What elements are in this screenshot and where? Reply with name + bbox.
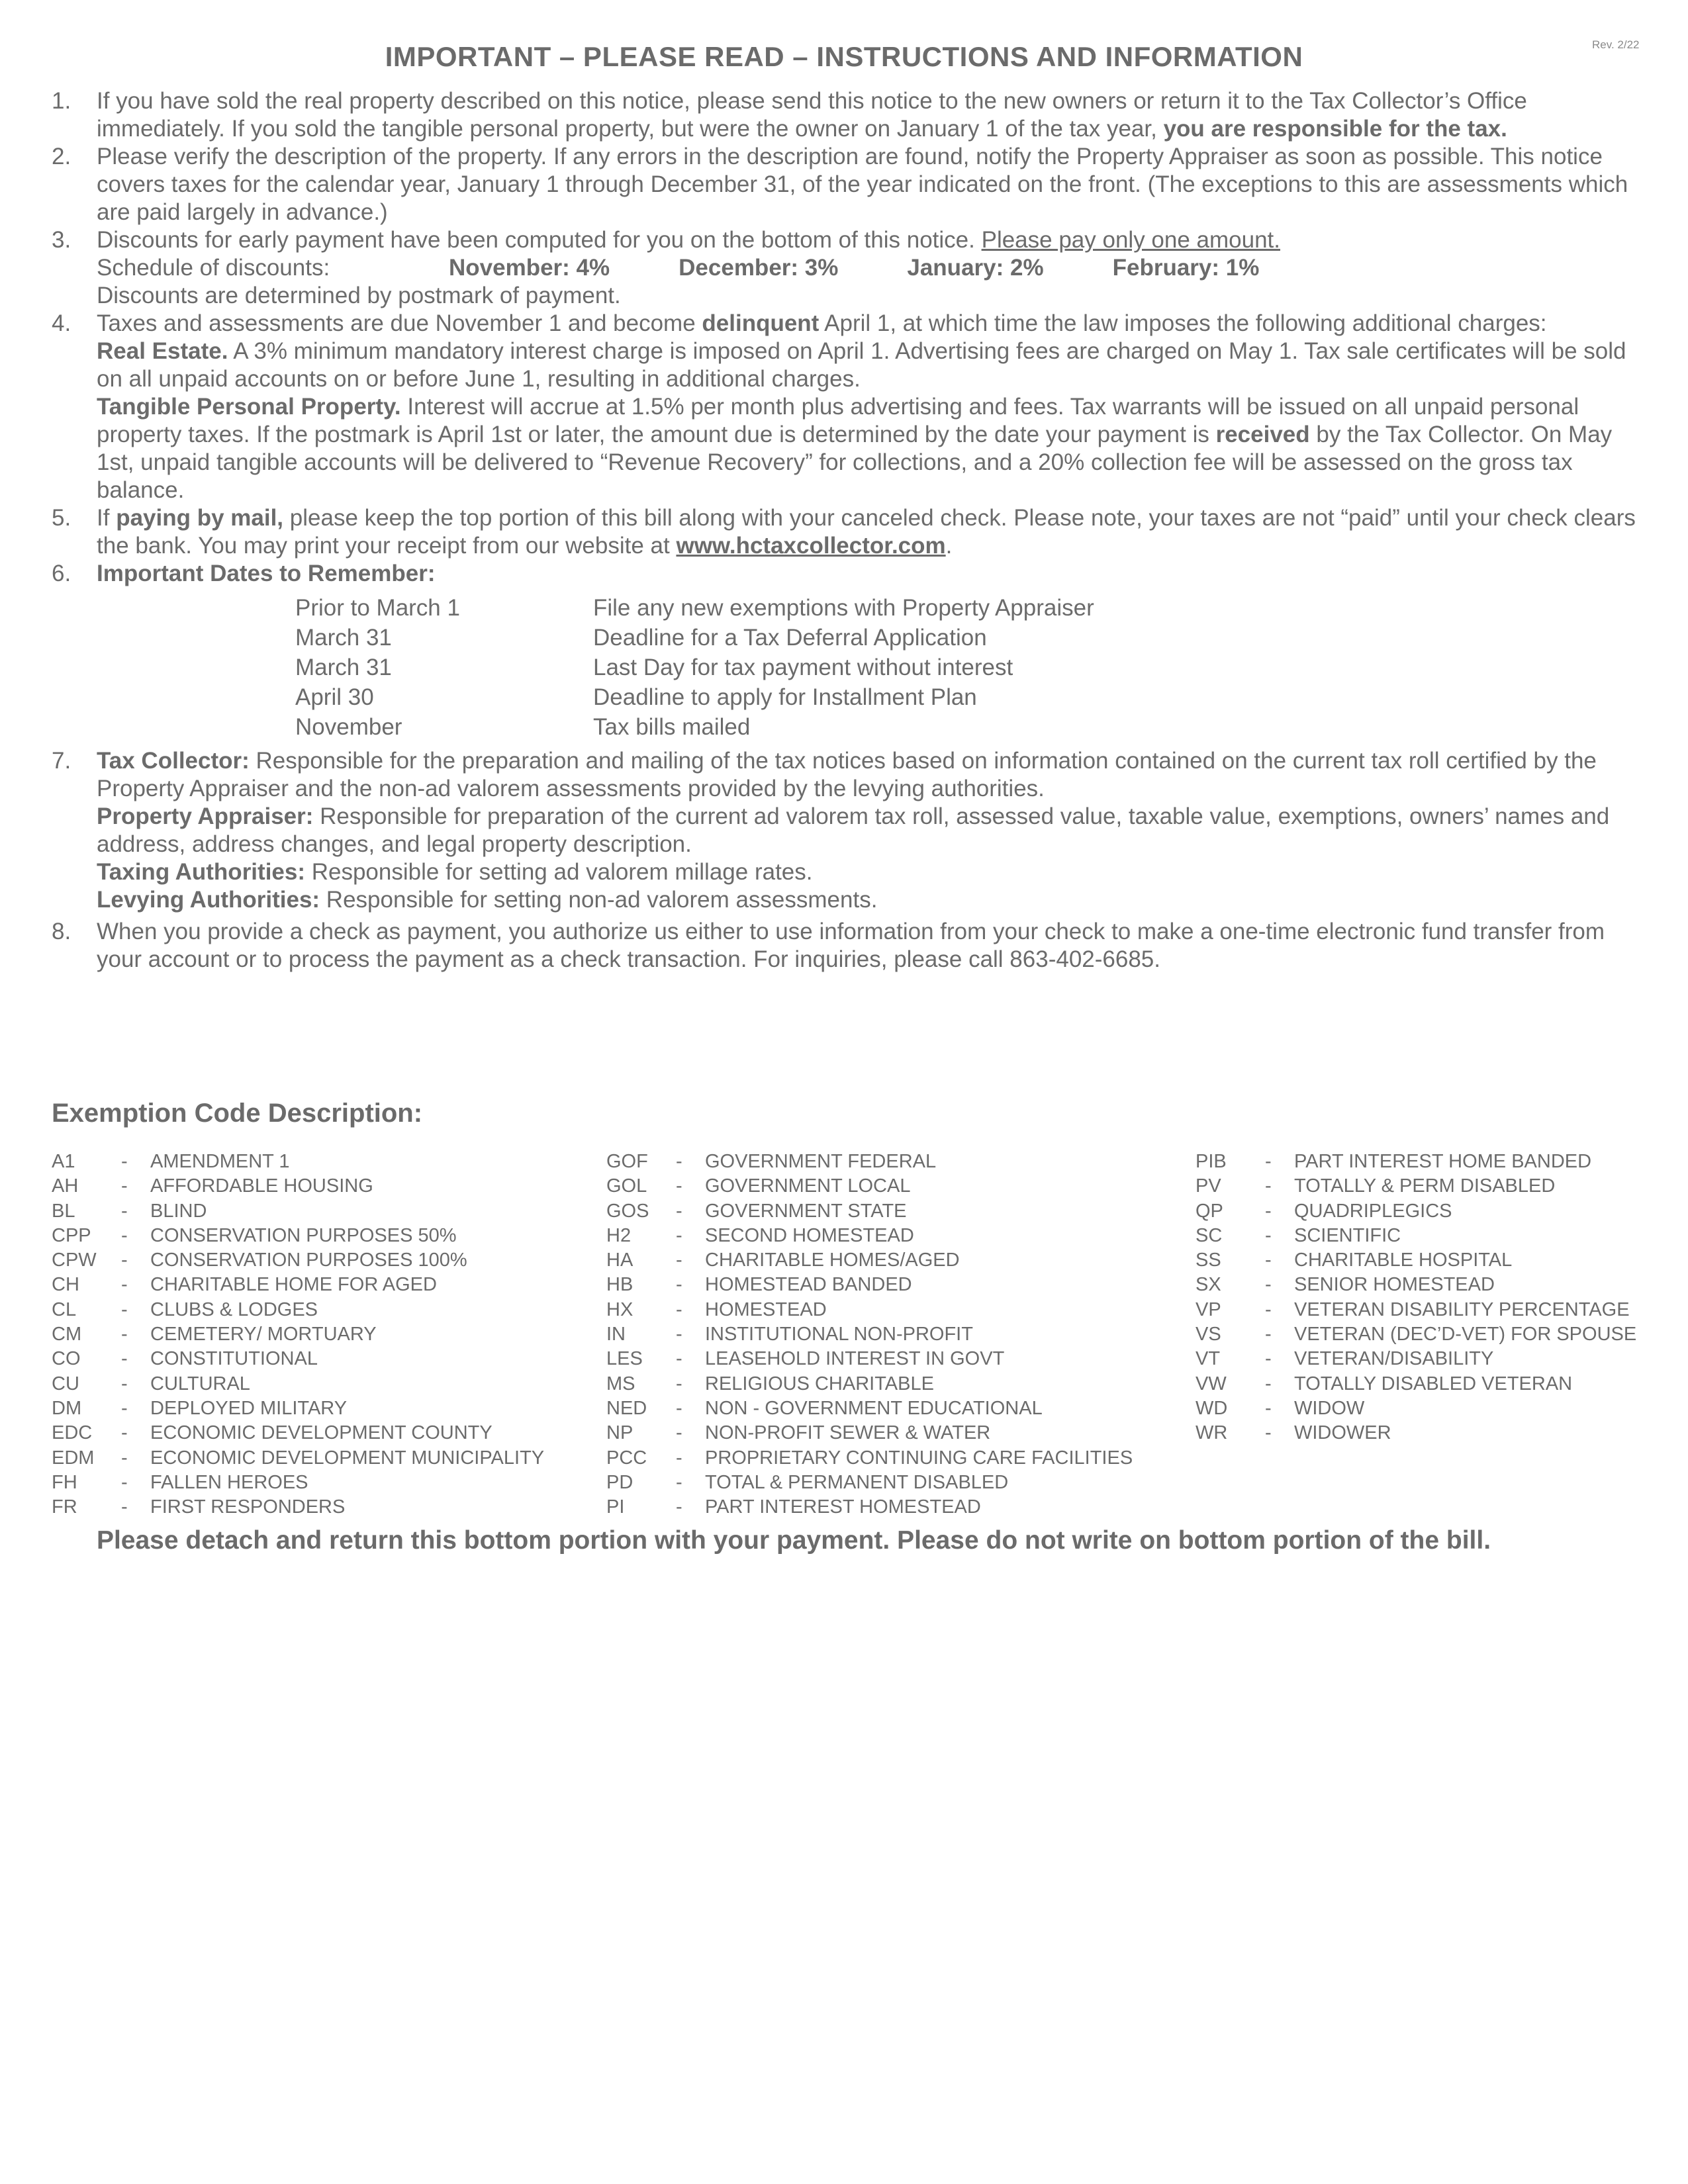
exemption-description: CONSERVATION PURPOSES 100%: [150, 1250, 467, 1271]
instruction-5-text-cont: please keep the top portion of this bill along with your canceled check. Please note, your taxes are not “paid” until your check clears the bank. You may print your receipt from our website at: [97, 505, 1636, 559]
exemption-description: CLUBS & LODGES: [150, 1298, 318, 1320]
exemption-code: CM: [52, 1324, 82, 1345]
item-number: 5.: [52, 505, 71, 531]
exemption-separator: -: [1265, 1151, 1272, 1172]
website-link[interactable]: www.hctaxcollector.com: [676, 533, 946, 559]
date-row: [295, 623, 1654, 653]
exemption-separator: -: [121, 1151, 128, 1172]
instruction-3-text: Discounts for early payment have been computed for you on the bottom of this notice.: [97, 227, 982, 253]
exemption-code: SS: [1196, 1250, 1221, 1271]
exemption-separator: -: [676, 1397, 682, 1419]
exemption-separator: -: [676, 1224, 682, 1246]
exemption-separator: -: [121, 1422, 128, 1444]
exemption-row: [606, 1273, 1133, 1297]
revision-label: Rev. 2/22: [1592, 38, 1640, 51]
exemption-separator: -: [676, 1496, 682, 1518]
instruction-5: [52, 504, 1654, 560]
exemption-separator: -: [676, 1175, 682, 1197]
instruction-1-emphasis: you are responsible for the tax.: [1163, 116, 1507, 142]
exemption-row: [1196, 1347, 1636, 1371]
tax-collector-label: Tax Collector:: [97, 748, 250, 774]
discount-february: February: 1%: [1112, 255, 1260, 281]
instruction-1: [52, 87, 1654, 143]
exemption-row: [1196, 1298, 1636, 1322]
instructions-list: [52, 87, 1654, 974]
exemption-code: EDC: [52, 1422, 93, 1444]
real-estate-label: Real Estate.: [97, 338, 228, 364]
exemption-code: CPP: [52, 1224, 91, 1246]
exemption-separator: -: [676, 1200, 682, 1222]
instruction-5-text: If: [97, 505, 117, 531]
exemption-description: WIDOWER: [1294, 1422, 1391, 1444]
exemption-code: PI: [606, 1496, 625, 1518]
exemption-separator: -: [1265, 1175, 1272, 1197]
exemption-separator: -: [676, 1422, 682, 1444]
received-emphasis: received: [1215, 422, 1310, 447]
exemption-separator: -: [121, 1200, 128, 1222]
exemption-code: WD: [1196, 1397, 1228, 1419]
exemption-separator: -: [676, 1447, 682, 1469]
exemption-separator: -: [1265, 1200, 1272, 1222]
exemption-separator: -: [1265, 1373, 1272, 1394]
date-description: Last Day for tax payment without interest: [593, 655, 1013, 680]
instruction-4-text: Taxes and assessments are due November 1 and become: [97, 310, 702, 336]
exemption-description: GOVERNMENT LOCAL: [705, 1175, 911, 1197]
discount-january: January: 2%: [907, 255, 1044, 281]
exemption-row: [52, 1421, 544, 1445]
property-appraiser-label: Property Appraiser:: [97, 803, 314, 829]
exemption-code: CU: [52, 1373, 79, 1394]
exemption-row: [1196, 1396, 1636, 1421]
exemption-row: [52, 1495, 544, 1520]
exemption-description: BLIND: [150, 1200, 207, 1222]
discount-schedule: [97, 254, 1654, 282]
exemption-row: [606, 1372, 1133, 1396]
exemption-separator: -: [121, 1471, 128, 1493]
item-number: 1.: [52, 88, 71, 114]
exemption-description: LEASEHOLD INTEREST IN GOVT: [705, 1348, 1005, 1370]
exemption-description: QUADRIPLEGICS: [1294, 1200, 1452, 1222]
instruction-2-text: Please verify the description of the property. If any errors in the description are found, notify the Property Appraiser as soon as possible. This notice covers taxes for the calendar year, January 1 through December 31, of the year indicated on the front. (The exceptions to this are assessments which are paid largely in advance.): [97, 144, 1628, 225]
instruction-3: [52, 226, 1654, 310]
instruction-4-text-cont: April 1, at which time the law imposes the following additional charges:: [819, 310, 1547, 336]
exemption-separator: -: [1265, 1422, 1272, 1444]
exemption-row: [52, 1199, 544, 1224]
exemption-description: SCIENTIFIC: [1294, 1224, 1401, 1246]
exemption-separator: -: [1265, 1397, 1272, 1419]
discount-postmark-note: Discounts are determined by postmark of payment.: [97, 283, 621, 308]
item-number: 8.: [52, 919, 71, 944]
exemption-description: AMENDMENT 1: [150, 1151, 290, 1172]
exemption-description: AFFORDABLE HOUSING: [150, 1175, 373, 1197]
date-cell: March 31: [295, 625, 392, 651]
exemption-description: DEPLOYED MILITARY: [150, 1397, 348, 1419]
exemption-separator: -: [676, 1274, 682, 1296]
instruction-7: [52, 747, 1654, 914]
exemption-description: RELIGIOUS CHARITABLE: [705, 1373, 934, 1394]
exemption-description: CONSERVATION PURPOSES 50%: [150, 1224, 457, 1246]
exemption-description: CHARITABLE HOME FOR AGED: [150, 1274, 437, 1296]
exemption-row: [52, 1322, 544, 1347]
exemption-row: [606, 1396, 1133, 1421]
date-description: Deadline to apply for Installment Plan: [593, 684, 977, 710]
date-cell: November: [295, 714, 402, 740]
tax-collector-text: Responsible for the preparation and mailing of the tax notices based on information contained on the current tax roll certified by the Property Appraiser and the non-ad valorem assessments provided by the levying authorities.: [97, 748, 1597, 801]
exemption-code: WR: [1196, 1422, 1228, 1444]
exemption-row: [606, 1446, 1133, 1471]
item-number: 3.: [52, 227, 71, 253]
levying-authorities-text: Responsible for setting non-ad valorem assessments.: [320, 887, 878, 913]
exemption-code: VW: [1196, 1373, 1227, 1394]
date-row: [295, 593, 1654, 623]
exemption-separator: -: [121, 1224, 128, 1246]
exemption-separator: -: [121, 1397, 128, 1419]
exemption-row: [52, 1396, 544, 1421]
exemption-column-3: [1196, 1150, 1636, 1446]
instruction-2: [52, 143, 1654, 226]
exemption-code: IN: [606, 1324, 626, 1345]
exemption-code: PV: [1196, 1175, 1221, 1197]
exemption-code: HA: [606, 1250, 633, 1271]
exemption-row: [606, 1298, 1133, 1322]
exemption-separator: -: [121, 1175, 128, 1197]
exemption-description: CHARITABLE HOSPITAL: [1294, 1250, 1513, 1271]
exemption-separator: -: [676, 1298, 682, 1320]
exemption-description: PART INTEREST HOME BANDED: [1294, 1151, 1592, 1172]
exemption-row: [52, 1298, 544, 1322]
exemption-code: DM: [52, 1397, 82, 1419]
exemption-code: H2: [606, 1224, 632, 1246]
exemption-description: NON - GOVERNMENT EDUCATIONAL: [705, 1397, 1043, 1419]
date-description: Deadline for a Tax Deferral Application: [593, 625, 987, 651]
date-cell: April 30: [295, 684, 374, 710]
date-row: [295, 653, 1654, 682]
exemption-description: SENIOR HOMESTEAD: [1294, 1274, 1495, 1296]
exemption-row: [1196, 1248, 1636, 1273]
exemption-description: NON-PROFIT SEWER & WATER: [705, 1422, 991, 1444]
exemption-separator: -: [676, 1324, 682, 1345]
exemption-description: VETERAN/DISABILITY: [1294, 1348, 1494, 1370]
exemption-code: LES: [606, 1348, 643, 1370]
exemption-description: TOTALLY & PERM DISABLED: [1294, 1175, 1556, 1197]
exemption-heading: Exemption Code Description:: [52, 1099, 423, 1128]
exemption-code: HX: [606, 1298, 633, 1320]
item-number: 6.: [52, 561, 71, 586]
tangible-property-label: Tangible Personal Property.: [97, 394, 401, 420]
exemption-description: TOTAL & PERMANENT DISABLED: [705, 1471, 1009, 1493]
exemption-row: [606, 1322, 1133, 1347]
exemption-description: FALLEN HEROES: [150, 1471, 308, 1493]
exemption-code: SC: [1196, 1224, 1223, 1246]
exemption-row: [52, 1347, 544, 1371]
exemption-description: GOVERNMENT FEDERAL: [705, 1151, 937, 1172]
exemption-code: VP: [1196, 1298, 1221, 1320]
exemption-separator: -: [121, 1324, 128, 1345]
paying-by-mail-emphasis: paying by mail,: [116, 505, 284, 531]
delinquent-emphasis: delinquent: [702, 310, 820, 336]
exemption-row: [606, 1471, 1133, 1495]
pay-one-amount-note: Please pay only one amount.: [981, 227, 1281, 253]
exemption-description: VETERAN DISABILITY PERCENTAGE: [1294, 1298, 1630, 1320]
exemption-description: HOMESTEAD BANDED: [705, 1274, 912, 1296]
exemption-code: GOS: [606, 1200, 649, 1222]
exemption-separator: -: [676, 1471, 682, 1493]
exemption-description: TOTALLY DISABLED VETERAN: [1294, 1373, 1573, 1394]
date-description: File any new exemptions with Property Appraiser: [593, 595, 1094, 621]
exemption-description: PART INTEREST HOMESTEAD: [705, 1496, 981, 1518]
detach-notice: Please detach and return this bottom portion with your payment. Please do not write on bottom portion of the bill.: [96, 1526, 1491, 1555]
exemption-separator: -: [1265, 1298, 1272, 1320]
exemption-code: NP: [606, 1422, 633, 1444]
instruction-8: [52, 918, 1654, 974]
exemption-separator: -: [121, 1298, 128, 1320]
exemption-row: [606, 1495, 1133, 1520]
important-dates-table: [97, 593, 1654, 742]
discount-november: November: 4%: [449, 255, 610, 281]
exemption-row: [1196, 1199, 1636, 1224]
exemption-row: [606, 1150, 1133, 1174]
exemption-code: PIB: [1196, 1151, 1227, 1172]
date-cell: Prior to March 1: [295, 595, 460, 621]
exemption-description: ECONOMIC DEVELOPMENT COUNTY: [150, 1422, 492, 1444]
exemption-separator: -: [1265, 1348, 1272, 1370]
discount-schedule-label: Schedule of discounts:: [97, 255, 330, 281]
exemption-row: [1196, 1421, 1636, 1445]
item-number: 7.: [52, 748, 71, 774]
exemption-description: CEMETERY/ MORTUARY: [150, 1324, 377, 1345]
exemption-description: ECONOMIC DEVELOPMENT MUNICIPALITY: [150, 1447, 545, 1469]
exemption-code: AH: [52, 1175, 79, 1197]
exemption-separator: -: [121, 1250, 128, 1271]
exemption-row: [52, 1273, 544, 1297]
exemption-code: GOF: [606, 1151, 648, 1172]
exemption-separator: -: [121, 1447, 128, 1469]
date-cell: March 31: [295, 655, 392, 680]
exemption-row: [606, 1248, 1133, 1273]
exemption-separator: -: [676, 1250, 682, 1271]
exemption-row: [606, 1421, 1133, 1445]
exemption-separator: -: [121, 1274, 128, 1296]
instruction-8-text: When you provide a check as payment, you authorize us either to use information from your check to make a one-time electronic fund transfer from your account or to process the payment as a check transaction. For inquiries, please call 863-402-6685.: [97, 919, 1605, 972]
taxing-authorities-label: Taxing Authorities:: [97, 859, 305, 885]
date-row: [295, 682, 1654, 712]
exemption-separator: -: [1265, 1274, 1272, 1296]
exemption-separator: -: [121, 1348, 128, 1370]
exemption-code: CO: [52, 1348, 81, 1370]
exemption-description: GOVERNMENT STATE: [705, 1200, 907, 1222]
exemption-row: [1196, 1174, 1636, 1199]
exemption-code: VS: [1196, 1324, 1221, 1345]
exemption-row: [52, 1471, 544, 1495]
exemption-separator: -: [676, 1151, 682, 1172]
exemption-row: [606, 1199, 1133, 1224]
levying-authorities-label: Levying Authorities:: [97, 887, 320, 913]
exemption-row: [606, 1224, 1133, 1248]
item-number: 4.: [52, 310, 71, 336]
instruction-5-period: .: [945, 533, 953, 559]
exemption-description: PROPRIETARY CONTINUING CARE FACILITIES: [705, 1447, 1133, 1469]
item-number: 2.: [52, 144, 71, 169]
taxing-authorities-text: Responsible for setting ad valorem millage rates.: [305, 859, 813, 885]
property-appraiser-text: Responsible for preparation of the current ad valorem tax roll, assessed value, taxable value, exemptions, owners’ names and address, address changes, and legal property description.: [97, 803, 1610, 857]
exemption-code: CL: [52, 1298, 77, 1320]
exemption-code: VT: [1196, 1348, 1221, 1370]
exemption-description: VETERAN (DEC’D-VET) FOR SPOUSE: [1294, 1324, 1637, 1345]
exemption-row: [1196, 1372, 1636, 1396]
exemption-description: INSTITUTIONAL NON-PROFIT: [705, 1324, 973, 1345]
exemption-code: HB: [606, 1274, 633, 1296]
exemption-code: EDM: [52, 1447, 95, 1469]
exemption-description: CONSTITUTIONAL: [150, 1348, 318, 1370]
exemption-code: QP: [1196, 1200, 1223, 1222]
exemption-description: SECOND HOMESTEAD: [705, 1224, 914, 1246]
exemption-row: [1196, 1273, 1636, 1297]
exemption-separator: -: [1265, 1224, 1272, 1246]
exemption-separator: -: [1265, 1324, 1272, 1345]
exemption-code: A1: [52, 1151, 75, 1172]
exemption-description: CULTURAL: [150, 1373, 250, 1394]
exemption-separator: -: [676, 1373, 682, 1394]
exemption-row: [52, 1224, 544, 1248]
exemption-code: FR: [52, 1496, 77, 1518]
exemption-row: [606, 1174, 1133, 1199]
exemption-description: WIDOW: [1294, 1397, 1365, 1419]
date-description: Tax bills mailed: [593, 714, 751, 740]
important-dates-heading: Important Dates to Remember:: [97, 561, 436, 586]
exemption-row: [1196, 1322, 1636, 1347]
exemption-description: FIRST RESPONDERS: [150, 1496, 346, 1518]
exemption-code: CH: [52, 1274, 79, 1296]
discount-december: December: 3%: [679, 255, 839, 281]
exemption-separator: -: [1265, 1250, 1272, 1271]
exemption-code: PD: [606, 1471, 633, 1493]
page-title: IMPORTANT – PLEASE READ – INSTRUCTIONS AND INFORMATION: [385, 41, 1303, 72]
exemption-code: NED: [606, 1397, 647, 1419]
exemption-row: [1196, 1224, 1636, 1248]
instruction-6: [52, 560, 1654, 742]
exemption-code: PCC: [606, 1447, 647, 1469]
exemption-separator: -: [121, 1496, 128, 1518]
exemption-code: MS: [606, 1373, 635, 1394]
instruction-4: [52, 310, 1654, 504]
exemption-code: CPW: [52, 1250, 97, 1271]
exemption-row: [52, 1446, 544, 1471]
exemption-row: [52, 1174, 544, 1199]
exemption-column-1: [52, 1150, 544, 1520]
tangible-property-text-cont: by the Tax Collector. On May 1st, unpaid tangible accounts will be delivered to “Revenue Recovery” for collections, and a 20% collection fee will be assessed on the gross tax balance.: [97, 422, 1613, 503]
exemption-column-2: [606, 1150, 1133, 1520]
exemption-separator: -: [121, 1373, 128, 1394]
exemption-row: [52, 1150, 544, 1174]
exemption-separator: -: [676, 1348, 682, 1370]
real-estate-text: A 3% minimum mandatory interest charge is imposed on April 1. Advertising fees are charged on May 1. Tax sale certificates will be sold on all unpaid accounts on or before June 1, resulting in additional charges.: [97, 338, 1626, 392]
exemption-description: HOMESTEAD: [705, 1298, 827, 1320]
exemption-code: FH: [52, 1471, 77, 1493]
exemption-code: SX: [1196, 1274, 1221, 1296]
instruction-1-text: If you have sold the real property described on this notice, please send this notice to the new owners or return it to the Tax Collector’s Office immediately. If you sold the tangible personal property, but were the owner on January 1 of the tax year,: [97, 88, 1527, 142]
exemption-row: [1196, 1150, 1636, 1174]
exemption-row: [52, 1248, 544, 1273]
date-row: [295, 712, 1654, 742]
exemption-code: BL: [52, 1200, 75, 1222]
tangible-property-text: Interest will accrue at 1.5% per month plus advertising and fees. Tax warrants will be issued on all unpaid personal property taxes. If the postmark is April 1st or later, the amount due is determined by the date your payment is: [97, 394, 1579, 447]
exemption-row: [52, 1372, 544, 1396]
exemption-description: CHARITABLE HOMES/AGED: [705, 1250, 960, 1271]
exemption-row: [606, 1347, 1133, 1371]
exemption-code: GOL: [606, 1175, 647, 1197]
